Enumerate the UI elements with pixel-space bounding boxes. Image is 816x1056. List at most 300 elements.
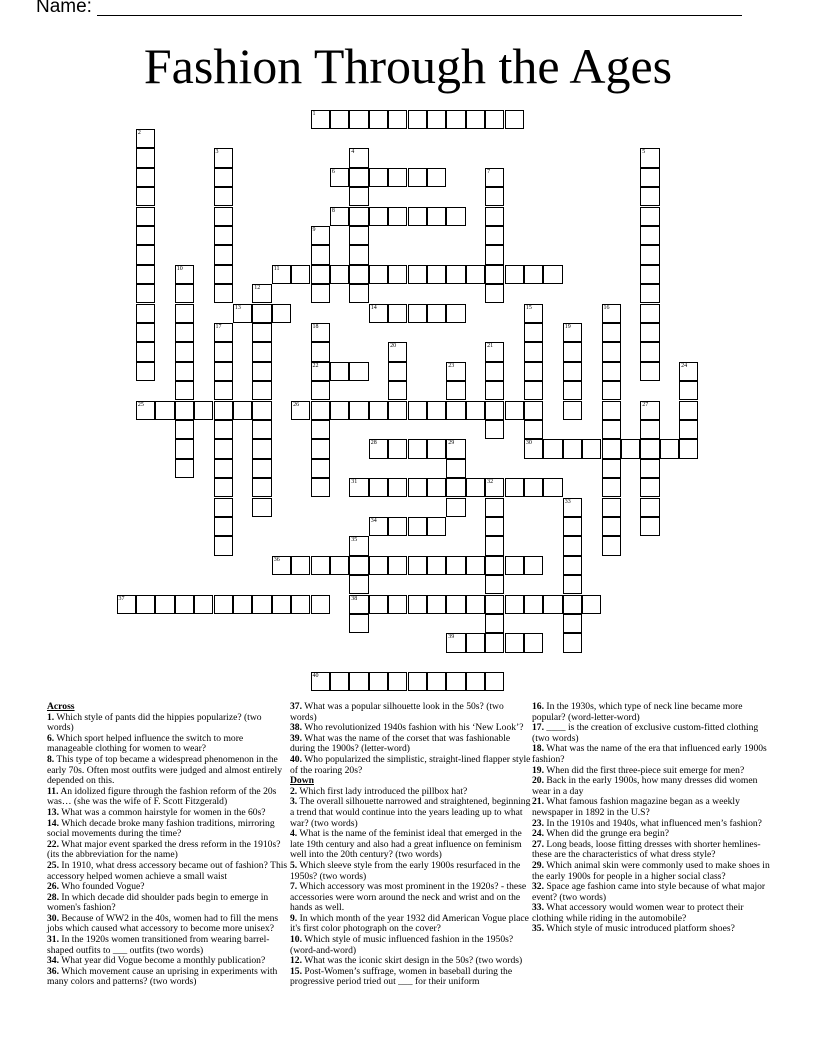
grid-cell[interactable]	[175, 420, 194, 439]
grid-cell[interactable]	[602, 381, 621, 400]
grid-cell[interactable]	[485, 168, 504, 187]
grid-cell[interactable]	[524, 323, 543, 342]
grid-cell[interactable]	[563, 575, 582, 594]
grid-cell[interactable]	[679, 401, 698, 420]
grid-cell[interactable]	[330, 362, 349, 381]
grid-cell[interactable]	[485, 498, 504, 517]
grid-cell[interactable]	[175, 304, 194, 323]
grid-cell[interactable]	[446, 556, 465, 575]
grid-cell[interactable]	[311, 284, 330, 303]
grid-cell[interactable]	[272, 556, 291, 575]
grid-cell[interactable]	[563, 381, 582, 400]
grid-cell[interactable]	[311, 459, 330, 478]
grid-cell[interactable]	[427, 672, 446, 691]
grid-cell[interactable]	[330, 556, 349, 575]
grid-cell[interactable]	[640, 226, 659, 245]
grid-cell[interactable]	[369, 478, 388, 497]
grid-cell[interactable]	[214, 517, 233, 536]
grid-cell[interactable]	[369, 207, 388, 226]
grid-cell[interactable]	[485, 362, 504, 381]
grid-cell[interactable]	[214, 381, 233, 400]
grid-cell[interactable]	[505, 478, 524, 497]
cell-number: 37	[118, 595, 125, 602]
grid-cell[interactable]	[524, 633, 543, 652]
grid-cell[interactable]	[252, 381, 271, 400]
grid-cell[interactable]	[640, 245, 659, 264]
grid-cell[interactable]	[485, 207, 504, 226]
grid-cell[interactable]	[640, 187, 659, 206]
grid-cell[interactable]	[311, 439, 330, 458]
grid-cell[interactable]	[214, 342, 233, 361]
grid-cell[interactable]	[485, 187, 504, 206]
grid-cell[interactable]	[349, 614, 368, 633]
grid-cell[interactable]	[369, 168, 388, 187]
grid-cell[interactable]	[485, 536, 504, 555]
grid-cell[interactable]	[252, 342, 271, 361]
grid-cell[interactable]	[427, 207, 446, 226]
grid-cell[interactable]	[485, 575, 504, 594]
grid-cell[interactable]	[252, 498, 271, 517]
grid-cell[interactable]	[582, 595, 601, 614]
grid-cell[interactable]	[252, 595, 271, 614]
grid-cell[interactable]	[155, 401, 174, 420]
grid-cell[interactable]	[311, 401, 330, 420]
grid-cell[interactable]	[311, 478, 330, 497]
grid-cell[interactable]	[349, 575, 368, 594]
grid-cell[interactable]	[427, 556, 446, 575]
grid-cell[interactable]	[214, 362, 233, 381]
grid-cell[interactable]	[252, 304, 271, 323]
grid-cell[interactable]	[388, 304, 407, 323]
grid-cell[interactable]	[640, 148, 659, 167]
grid-cell[interactable]	[175, 362, 194, 381]
grid-cell[interactable]	[485, 672, 504, 691]
grid-cell[interactable]	[175, 381, 194, 400]
grid-cell[interactable]	[136, 284, 155, 303]
grid-cell[interactable]	[408, 110, 427, 129]
grid-cell[interactable]	[602, 420, 621, 439]
grid-cell[interactable]	[369, 439, 388, 458]
grid-cell[interactable]	[194, 401, 213, 420]
grid-cell[interactable]	[349, 148, 368, 167]
grid-cell[interactable]	[427, 478, 446, 497]
grid-cell[interactable]	[543, 439, 562, 458]
grid-cell[interactable]	[524, 362, 543, 381]
grid-cell[interactable]	[640, 478, 659, 497]
grid-cell[interactable]	[388, 207, 407, 226]
grid-cell[interactable]	[485, 633, 504, 652]
grid-cell[interactable]	[175, 401, 194, 420]
grid-cell[interactable]	[117, 595, 136, 614]
grid-cell[interactable]	[349, 168, 368, 187]
grid-cell[interactable]	[214, 536, 233, 555]
grid-cell[interactable]	[252, 459, 271, 478]
grid-cell[interactable]	[291, 265, 310, 284]
grid-cell[interactable]	[175, 342, 194, 361]
grid-cell[interactable]	[136, 265, 155, 284]
grid-cell[interactable]	[466, 633, 485, 652]
grid-cell[interactable]	[427, 304, 446, 323]
grid-cell[interactable]	[466, 672, 485, 691]
grid-cell[interactable]	[252, 284, 271, 303]
grid-cell[interactable]	[330, 110, 349, 129]
grid-cell[interactable]	[311, 226, 330, 245]
grid-cell[interactable]	[155, 595, 174, 614]
grid-cell[interactable]	[349, 536, 368, 555]
grid-cell[interactable]	[563, 517, 582, 536]
grid-cell[interactable]	[640, 439, 659, 458]
grid-cell[interactable]	[485, 342, 504, 361]
grid-cell[interactable]	[388, 401, 407, 420]
grid-cell[interactable]	[543, 478, 562, 497]
grid-cell[interactable]	[136, 245, 155, 264]
grid-cell[interactable]	[446, 498, 465, 517]
grid-cell[interactable]	[446, 439, 465, 458]
grid-cell[interactable]	[466, 401, 485, 420]
grid-cell[interactable]	[446, 459, 465, 478]
grid-cell[interactable]	[349, 595, 368, 614]
grid-cell[interactable]	[136, 226, 155, 245]
grid-cell[interactable]	[427, 110, 446, 129]
grid-cell[interactable]	[369, 304, 388, 323]
grid-cell[interactable]	[408, 556, 427, 575]
grid-cell[interactable]	[524, 439, 543, 458]
grid-cell[interactable]	[640, 304, 659, 323]
grid-cell[interactable]	[485, 478, 504, 497]
grid-cell[interactable]	[485, 284, 504, 303]
grid-cell[interactable]	[388, 517, 407, 536]
grid-cell[interactable]	[408, 401, 427, 420]
grid-cell[interactable]	[311, 342, 330, 361]
grid-cell[interactable]	[446, 304, 465, 323]
grid-cell[interactable]	[330, 265, 349, 284]
grid-cell[interactable]	[214, 439, 233, 458]
grid-cell[interactable]	[136, 595, 155, 614]
grid-cell[interactable]	[485, 401, 504, 420]
grid-cell[interactable]	[214, 595, 233, 614]
grid-cell[interactable]	[349, 110, 368, 129]
grid-cell[interactable]	[214, 284, 233, 303]
grid-cell[interactable]	[563, 323, 582, 342]
grid-cell[interactable]	[136, 342, 155, 361]
grid-cell[interactable]	[524, 556, 543, 575]
grid-cell[interactable]	[388, 478, 407, 497]
grid-cell[interactable]	[252, 478, 271, 497]
grid-cell[interactable]	[272, 304, 291, 323]
grid-cell[interactable]	[330, 207, 349, 226]
grid-cell[interactable]	[446, 265, 465, 284]
grid-cell[interactable]	[563, 614, 582, 633]
grid-cell[interactable]	[505, 633, 524, 652]
grid-cell[interactable]	[640, 342, 659, 361]
grid-cell[interactable]	[602, 362, 621, 381]
grid-cell[interactable]	[485, 595, 504, 614]
grid-cell[interactable]	[311, 420, 330, 439]
grid-cell[interactable]	[563, 498, 582, 517]
grid-cell[interactable]	[136, 401, 155, 420]
grid-cell[interactable]	[136, 304, 155, 323]
grid-cell[interactable]	[369, 401, 388, 420]
grid-cell[interactable]	[214, 265, 233, 284]
grid-cell[interactable]	[388, 342, 407, 361]
grid-cell[interactable]	[388, 439, 407, 458]
grid-cell[interactable]	[563, 633, 582, 652]
grid-cell[interactable]	[679, 439, 698, 458]
grid-cell[interactable]	[388, 168, 407, 187]
grid-cell[interactable]	[214, 323, 233, 342]
grid-cell[interactable]	[679, 362, 698, 381]
grid-cell[interactable]	[640, 459, 659, 478]
grid-cell[interactable]	[563, 595, 582, 614]
grid-cell[interactable]	[408, 595, 427, 614]
grid-cell[interactable]	[349, 672, 368, 691]
grid-cell[interactable]	[582, 439, 601, 458]
grid-cell[interactable]	[136, 362, 155, 381]
grid-cell[interactable]	[388, 110, 407, 129]
grid-cell[interactable]	[369, 517, 388, 536]
grid-cell[interactable]	[272, 595, 291, 614]
grid-cell[interactable]	[311, 265, 330, 284]
grid-cell[interactable]	[427, 265, 446, 284]
grid-cell[interactable]	[563, 362, 582, 381]
grid-cell[interactable]	[640, 323, 659, 342]
clue-number: 15.	[290, 965, 302, 977]
grid-cell[interactable]	[602, 401, 621, 420]
grid-cell[interactable]	[485, 265, 504, 284]
grid-cell[interactable]	[175, 459, 194, 478]
grid-cell[interactable]	[330, 168, 349, 187]
grid-cell[interactable]	[446, 672, 465, 691]
grid-cell[interactable]	[602, 478, 621, 497]
grid-cell[interactable]	[330, 672, 349, 691]
grid-cell[interactable]	[640, 420, 659, 439]
grid-cell[interactable]	[291, 556, 310, 575]
grid-cell[interactable]	[252, 401, 271, 420]
grid-cell[interactable]	[505, 595, 524, 614]
grid-cell[interactable]	[408, 439, 427, 458]
grid-cell[interactable]	[563, 439, 582, 458]
grid-cell[interactable]	[427, 168, 446, 187]
grid-cell[interactable]	[214, 148, 233, 167]
grid-cell[interactable]	[349, 245, 368, 264]
grid-cell[interactable]	[602, 498, 621, 517]
grid-cell[interactable]	[214, 245, 233, 264]
grid-cell[interactable]	[563, 536, 582, 555]
grid-cell[interactable]	[214, 459, 233, 478]
grid-cell[interactable]	[640, 265, 659, 284]
grid-cell[interactable]	[485, 517, 504, 536]
grid-cell[interactable]	[446, 381, 465, 400]
grid-cell[interactable]	[524, 342, 543, 361]
grid-cell[interactable]	[311, 323, 330, 342]
grid-cell[interactable]	[427, 595, 446, 614]
grid-cell[interactable]	[349, 284, 368, 303]
grid-cell[interactable]	[485, 420, 504, 439]
grid-cell[interactable]	[602, 517, 621, 536]
grid-cell[interactable]	[446, 633, 465, 652]
grid-cell[interactable]	[233, 304, 252, 323]
grid-cell[interactable]	[660, 439, 679, 458]
grid-cell[interactable]	[311, 595, 330, 614]
grid-cell[interactable]	[485, 226, 504, 245]
grid-cell[interactable]	[388, 265, 407, 284]
grid-cell[interactable]	[214, 498, 233, 517]
grid-cell[interactable]	[427, 439, 446, 458]
grid-cell[interactable]	[485, 556, 504, 575]
grid-cell[interactable]	[349, 362, 368, 381]
grid-cell[interactable]	[349, 556, 368, 575]
grid-cell[interactable]	[485, 614, 504, 633]
grid-cell[interactable]	[233, 595, 252, 614]
grid-cell[interactable]	[408, 168, 427, 187]
grid-cell[interactable]	[233, 401, 252, 420]
grid-cell[interactable]	[563, 556, 582, 575]
cell-number: 29	[448, 440, 455, 447]
grid-cell[interactable]	[388, 362, 407, 381]
grid-cell[interactable]	[408, 478, 427, 497]
grid-cell[interactable]	[485, 245, 504, 264]
grid-cell[interactable]	[602, 459, 621, 478]
grid-cell[interactable]	[252, 420, 271, 439]
grid-cell[interactable]	[136, 207, 155, 226]
grid-cell[interactable]	[640, 362, 659, 381]
grid-cell[interactable]	[175, 595, 194, 614]
grid-cell[interactable]	[214, 187, 233, 206]
grid-cell[interactable]	[524, 595, 543, 614]
grid-cell[interactable]	[369, 556, 388, 575]
grid-cell[interactable]	[349, 478, 368, 497]
grid-cell[interactable]	[466, 478, 485, 497]
grid-cell[interactable]	[349, 265, 368, 284]
grid-cell[interactable]	[311, 672, 330, 691]
grid-cell[interactable]	[524, 478, 543, 497]
grid-cell[interactable]	[136, 187, 155, 206]
grid-cell[interactable]	[349, 401, 368, 420]
grid-cell[interactable]	[524, 265, 543, 284]
grid-cell[interactable]	[466, 110, 485, 129]
grid-cell[interactable]	[408, 304, 427, 323]
grid-cell[interactable]	[136, 323, 155, 342]
grid-cell[interactable]	[505, 401, 524, 420]
grid-cell[interactable]	[272, 265, 291, 284]
grid-cell[interactable]	[408, 207, 427, 226]
grid-cell[interactable]	[640, 517, 659, 536]
grid-cell[interactable]	[446, 110, 465, 129]
grid-cell[interactable]	[602, 439, 621, 458]
grid-cell[interactable]	[427, 401, 446, 420]
grid-cell[interactable]	[369, 595, 388, 614]
grid-cell[interactable]	[524, 420, 543, 439]
grid-cell[interactable]	[679, 381, 698, 400]
grid-cell[interactable]	[640, 168, 659, 187]
grid-cell[interactable]	[602, 304, 621, 323]
grid-cell[interactable]	[349, 226, 368, 245]
grid-cell[interactable]	[524, 304, 543, 323]
grid-cell[interactable]	[388, 381, 407, 400]
grid-cell[interactable]	[291, 401, 310, 420]
grid-cell[interactable]	[640, 498, 659, 517]
grid-cell[interactable]	[563, 401, 582, 420]
grid-cell[interactable]	[466, 595, 485, 614]
grid-cell[interactable]	[214, 401, 233, 420]
grid-cell[interactable]	[175, 284, 194, 303]
grid-cell[interactable]	[640, 207, 659, 226]
grid-cell[interactable]	[408, 265, 427, 284]
grid-cell[interactable]	[446, 362, 465, 381]
grid-cell[interactable]	[466, 556, 485, 575]
grid-cell[interactable]	[446, 595, 465, 614]
grid-cell[interactable]	[175, 265, 194, 284]
grid-cell[interactable]	[214, 207, 233, 226]
grid-cell[interactable]	[388, 672, 407, 691]
grid-cell[interactable]	[175, 439, 194, 458]
grid-cell[interactable]	[214, 226, 233, 245]
grid-cell[interactable]	[388, 556, 407, 575]
grid-cell[interactable]	[621, 439, 640, 458]
grid-cell[interactable]	[446, 401, 465, 420]
grid-cell[interactable]	[505, 556, 524, 575]
cell-number: 24	[681, 362, 688, 369]
grid-cell[interactable]	[446, 478, 465, 497]
grid-cell[interactable]	[175, 323, 194, 342]
grid-cell[interactable]	[408, 672, 427, 691]
grid-cell[interactable]	[252, 439, 271, 458]
grid-cell[interactable]	[349, 187, 368, 206]
grid-cell[interactable]	[311, 110, 330, 129]
grid-cell[interactable]	[214, 420, 233, 439]
grid-cell[interactable]	[485, 110, 504, 129]
grid-cell[interactable]	[602, 323, 621, 342]
grid-cell[interactable]	[311, 245, 330, 264]
grid-cell[interactable]	[543, 265, 562, 284]
grid-cell[interactable]	[214, 168, 233, 187]
grid-cell[interactable]	[408, 517, 427, 536]
grid-cell[interactable]	[136, 129, 155, 148]
grid-cell[interactable]	[252, 323, 271, 342]
grid-cell[interactable]	[369, 110, 388, 129]
grid-cell[interactable]	[136, 168, 155, 187]
grid-cell[interactable]	[311, 381, 330, 400]
grid-cell[interactable]	[466, 265, 485, 284]
grid-cell[interactable]	[543, 595, 562, 614]
grid-cell[interactable]	[679, 420, 698, 439]
grid-cell[interactable]	[311, 556, 330, 575]
grid-cell[interactable]	[369, 672, 388, 691]
grid-cell[interactable]	[446, 207, 465, 226]
grid-cell[interactable]	[214, 478, 233, 497]
grid-cell[interactable]	[194, 595, 213, 614]
grid-cell[interactable]	[505, 265, 524, 284]
grid-cell[interactable]	[349, 207, 368, 226]
grid-cell[interactable]	[311, 362, 330, 381]
grid-cell[interactable]	[485, 381, 504, 400]
grid-cell[interactable]	[388, 595, 407, 614]
grid-cell[interactable]	[427, 517, 446, 536]
grid-cell[interactable]	[505, 110, 524, 129]
grid-cell[interactable]	[602, 342, 621, 361]
grid-cell[interactable]	[524, 381, 543, 400]
grid-cell[interactable]	[252, 362, 271, 381]
grid-cell[interactable]	[136, 148, 155, 167]
grid-cell[interactable]	[602, 536, 621, 555]
grid-cell[interactable]	[640, 284, 659, 303]
grid-cell[interactable]	[640, 401, 659, 420]
grid-cell[interactable]	[524, 401, 543, 420]
grid-cell[interactable]	[563, 342, 582, 361]
grid-cell[interactable]	[330, 401, 349, 420]
grid-cell[interactable]	[369, 265, 388, 284]
grid-cell[interactable]	[291, 595, 310, 614]
